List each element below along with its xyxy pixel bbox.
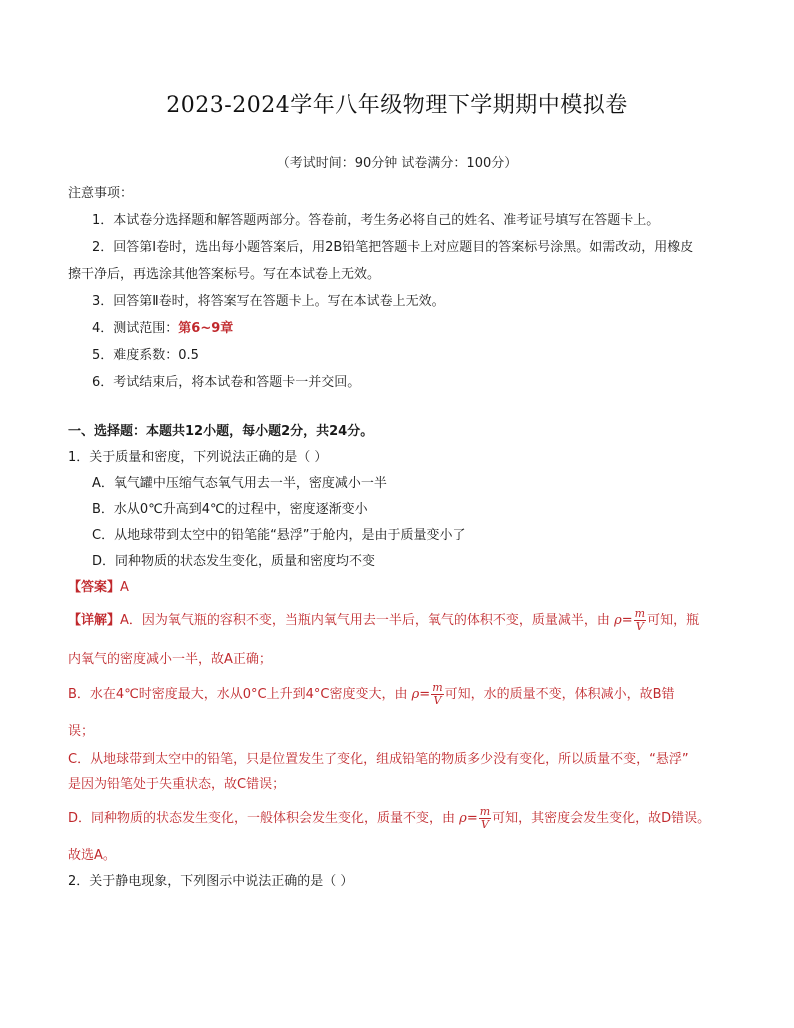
- equals-sign: =: [419, 687, 431, 702]
- mass-symbol: m: [432, 681, 443, 694]
- page-title: 2023-2024学年八年级物理下学期期中模拟卷: [166, 93, 628, 118]
- note-item: 3．回答第Ⅱ卷时，将答案写在答题卡上。写在本试卷上无效。: [92, 294, 445, 309]
- detail-line-b2: 误；: [68, 724, 95, 739]
- detail-text: 可知，其密度会发生变化，故D错误。: [492, 811, 711, 826]
- note-item-continued: 擦干净后，再选涂其他答案标号。写在本试卷上无效。: [68, 267, 381, 282]
- detail-text: D．同种物质的状态发生变化，一般体积会发生变化，质量不变，由: [68, 811, 456, 826]
- option-d: D．同种物质的状态发生变化，质量和密度均不变: [92, 554, 376, 569]
- note-item: 1．本试卷分选择题和解答题两部分。答卷前，考生务必将自己的姓名、准考证号填写在答题卡上。: [92, 213, 660, 228]
- volume-symbol: V: [635, 620, 644, 633]
- detail-line-a2: 内氧气的密度减小一半，故A正确；: [68, 652, 272, 667]
- detail-text: 可知，水的质量不变，体积减小，故B错: [444, 687, 675, 702]
- equals-sign: =: [466, 811, 478, 826]
- question-stem: 2．关于静电现象，下列图示中说法正确的是（ ）: [68, 874, 354, 889]
- detail-line-a1: [68, 608, 699, 633]
- note-item: 6．考试结束后，将本试卷和答题卡一并交回。: [92, 375, 361, 390]
- section-heading: 一、选择题：本题共12小题，每小题2分，共24分。: [68, 424, 374, 439]
- option-a: A．氧气罐中压缩气态氧气用去一半，密度减小一半: [92, 476, 387, 491]
- option-b: B．水从0℃升高到4℃的过程中，密度逐渐变小: [92, 502, 368, 517]
- density-symbol: ρ: [614, 613, 622, 628]
- mass-symbol: m: [479, 805, 491, 818]
- conclusion: 故选A。: [68, 848, 116, 863]
- note-item-scope: [92, 317, 233, 336]
- option-c: C．从地球带到太空中的铅笔能“悬浮”于舱内，是由于质量变小了: [92, 528, 466, 543]
- volume-symbol: V: [480, 818, 489, 831]
- volume-symbol: V: [433, 694, 442, 707]
- density-symbol: ρ: [459, 811, 467, 826]
- answer-tag: 【答案】: [68, 580, 121, 595]
- detail-line-b1: [68, 682, 675, 707]
- mass-symbol: m: [634, 607, 646, 620]
- note-item: 2．回答第Ⅰ卷时，选出每小题答案后，用2B铅笔把答题卡上对应题目的答案标号涂黑。如需改动，用橡皮: [92, 240, 694, 255]
- exam-info: （考试时间：90分钟 试卷满分：100分）: [276, 156, 518, 171]
- detail-text: A．因为氧气瓶的容积不变，当瓶内氧气用去一半后，氧气的体积不变，质量减半，由: [120, 613, 610, 628]
- answer-value: A: [120, 580, 129, 595]
- scope-label: 4．测试范围：: [92, 321, 179, 336]
- density-fraction: [431, 682, 443, 707]
- answer-line: [68, 576, 129, 595]
- equals-sign: =: [621, 613, 633, 628]
- density-fraction: [634, 608, 646, 633]
- density-symbol: ρ: [411, 687, 420, 702]
- question-stem: 1．关于质量和密度，下列说法正确的是（ ）: [68, 450, 328, 465]
- scope-value: 第6~9章: [178, 321, 234, 336]
- density-fraction: [479, 806, 491, 831]
- detail-line-d1: [68, 806, 710, 831]
- detail-text: 可知，瓶: [647, 613, 700, 628]
- detail-line-c1: C．从地球带到太空中的铅笔，只是位置发生了变化，组成铅笔的物质多少没有变化，所以质量不变，“悬浮”: [68, 752, 689, 767]
- detail-text: B．水在4℃时密度最大，水从0°C上升到4°C密度变大，由: [68, 687, 408, 702]
- detail-line-c2: 是因为铅笔处于失重状态，故C错误；: [68, 777, 286, 792]
- notes-heading: 注意事项：: [68, 186, 134, 201]
- note-item: 5．难度系数：0.5: [92, 348, 199, 363]
- detail-tag: 【详解】: [68, 613, 121, 628]
